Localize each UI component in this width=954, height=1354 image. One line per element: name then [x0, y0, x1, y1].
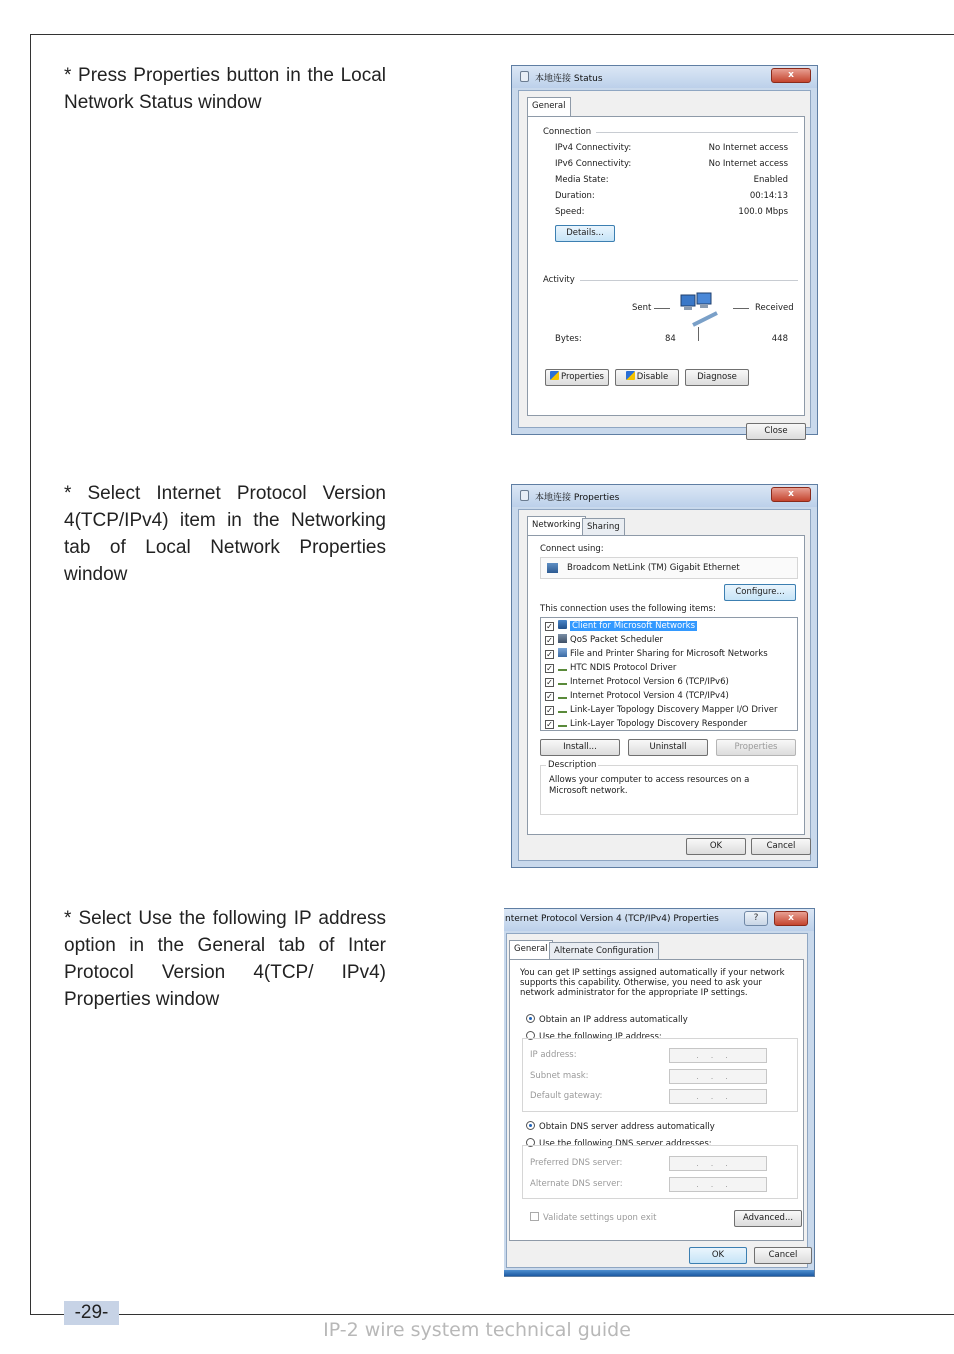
qos-icon: [558, 634, 567, 643]
general-panel: [509, 959, 804, 1241]
media-state-label: Media State:: [555, 175, 609, 185]
help-icon[interactable]: ?: [744, 911, 768, 926]
ip-address-input[interactable]: ...: [669, 1048, 767, 1063]
radio-selected[interactable]: [526, 1014, 535, 1023]
status-titlebar: [512, 66, 817, 88]
checkbox-unchecked[interactable]: [530, 1212, 539, 1221]
install-button[interactable]: Install...: [540, 739, 620, 756]
network-client-icon: [558, 620, 567, 629]
taskbar-strip: [504, 1270, 814, 1276]
sent-line: [654, 308, 670, 309]
ipv4-titlebar: [504, 909, 814, 931]
ipv4-window: [504, 908, 815, 1277]
protocol-icon: [558, 693, 567, 699]
frame-top-rule: [30, 34, 954, 35]
list-item[interactable]: [545, 620, 697, 633]
tab-networking[interactable]: Networking: [527, 516, 586, 536]
checkbox-checked[interactable]: ✓: [546, 622, 553, 631]
protocol-icon: [558, 679, 567, 685]
received-label: Received: [755, 303, 794, 313]
shield-icon: [550, 371, 559, 380]
subnet-mask-input[interactable]: ...: [669, 1069, 767, 1084]
protocol-icon: [558, 665, 567, 671]
item-label: Client for Microsoft Networks: [572, 621, 696, 631]
intro-text: You can get IP settings assigned automatically if your network supports this capability. Otherwise, you need to ask your network administrator for the appropriate IP settings.: [520, 968, 785, 998]
properties-close-icon[interactable]: x: [771, 487, 811, 502]
bytes-received-value: 448: [771, 334, 788, 344]
default-gateway-input[interactable]: ...: [669, 1089, 767, 1104]
obtain-dns-auto-option[interactable]: [526, 1121, 715, 1132]
disable-label: Disable: [636, 372, 669, 382]
ipv4-client: [506, 933, 808, 1268]
checkbox-checked[interactable]: ✓: [546, 678, 553, 687]
page-number: -29-: [64, 1301, 119, 1325]
default-gateway-label: Default gateway:: [530, 1091, 603, 1101]
frame-left-rule: [30, 34, 31, 1314]
checkbox-checked[interactable]: ✓: [546, 636, 553, 645]
speed-label: Speed:: [555, 207, 585, 217]
subnet-mask-label: Subnet mask:: [530, 1071, 589, 1081]
media-state-value: Enabled: [753, 175, 788, 185]
description-text: Allows your computer to access resources on a Microsoft network.: [549, 775, 750, 796]
status-title: 本地连接 Status: [535, 74, 603, 84]
received-line: [733, 308, 749, 309]
item-label: HTC NDIS Protocol Driver: [570, 663, 677, 673]
items-list: [540, 617, 798, 731]
item-label: Link-Layer Topology Discovery Responder: [570, 719, 748, 729]
use-following-dns-label: Use the following DNS server addresses:: [539, 1139, 712, 1149]
adapter-icon: [547, 563, 558, 573]
ipv4-connectivity-label: IPv4 Connectivity:: [555, 143, 632, 153]
connect-using-label: Connect using:: [540, 544, 604, 554]
tab-alternate-configuration[interactable]: Alternate Configuration: [549, 942, 659, 960]
preferred-dns-label: Preferred DNS server:: [530, 1158, 623, 1168]
tab-general[interactable]: General: [509, 940, 553, 960]
adapter-name: Broadcom NetLink (TM) Gigabit Ethernet: [567, 563, 740, 573]
properties-ok-button[interactable]: OK: [686, 838, 746, 855]
details-button[interactable]: Details...: [555, 225, 615, 242]
bytes-sent-value: 84: [665, 334, 676, 344]
list-item[interactable]: [545, 662, 676, 675]
activity-label: Activity: [543, 275, 575, 285]
list-item[interactable]: [545, 634, 663, 647]
tab-sharing[interactable]: Sharing: [582, 518, 625, 536]
alternate-dns-label: Alternate DNS server:: [530, 1179, 623, 1189]
ipv6-connectivity-label: IPv6 Connectivity:: [555, 159, 632, 169]
ipv4-close-icon[interactable]: x: [774, 911, 808, 926]
step-3-text: * Select Use the following IP address option in the General tab of Inter Protocol Version 4(TCP/ IPv4) Properties window: [64, 908, 386, 1010]
sharing-icon: [558, 648, 567, 657]
status-panel: [527, 116, 805, 416]
radio-selected[interactable]: [526, 1121, 535, 1130]
status-properties-label: Properties: [561, 372, 604, 382]
ip-address-label: IP address:: [530, 1050, 577, 1060]
list-item[interactable]: [545, 704, 777, 717]
list-item[interactable]: [545, 690, 729, 703]
status-client: [518, 90, 811, 436]
properties-cancel-button[interactable]: Cancel: [751, 838, 811, 855]
item-label: File and Printer Sharing for Microsoft Networks: [570, 649, 768, 659]
item-properties-button[interactable]: Properties: [716, 739, 796, 756]
description-label: Description: [548, 760, 597, 770]
duration-value: 00:14:13: [749, 191, 788, 201]
diagnose-button[interactable]: Diagnose: [685, 369, 749, 386]
activity-divider: [580, 280, 798, 281]
sent-label: Sent: [632, 303, 652, 313]
items-label: This connection uses the following items:: [540, 604, 716, 614]
duration-label: Duration:: [555, 191, 595, 201]
network-plug-icon: [520, 490, 529, 501]
disable-button[interactable]: [615, 369, 679, 386]
status-close-icon[interactable]: x: [771, 68, 811, 83]
step-2-text: * Select Internet Protocol Version 4(TCP/IPv4) item in the Networking tab of Local Network Properties window: [64, 483, 386, 585]
protocol-icon: [558, 707, 567, 713]
ipv4-connectivity-value: No Internet access: [708, 143, 788, 153]
obtain-ip-auto-option[interactable]: [526, 1014, 688, 1025]
bytes-divider: [698, 327, 699, 341]
step-1-text: * Press Properties button in the Local Network Status window: [64, 65, 386, 113]
item-label: QoS Packet Scheduler: [570, 635, 664, 645]
bytes-label: Bytes:: [555, 334, 582, 344]
ipv4-title: nternet Protocol Version 4 (TCP/IPv4) Properties: [505, 914, 719, 924]
checkbox-checked[interactable]: ✓: [546, 706, 553, 715]
frame-bottom-rule: [30, 1314, 954, 1315]
properties-client: [518, 509, 811, 861]
ipv4-cancel-button[interactable]: Cancel: [754, 1247, 812, 1264]
validate-label: Validate settings upon exit: [543, 1213, 657, 1223]
preferred-dns-input[interactable]: ...: [669, 1156, 767, 1171]
list-item[interactable]: [545, 676, 729, 689]
network-plug-icon: [520, 71, 529, 82]
validate-option[interactable]: [530, 1212, 656, 1223]
connection-divider: [596, 132, 798, 133]
advanced-button[interactable]: Advanced...: [734, 1210, 802, 1227]
uninstall-button[interactable]: Uninstall: [628, 739, 708, 756]
checkbox-checked[interactable]: ✓: [546, 650, 553, 659]
network-activity-icon: [679, 291, 723, 329]
checkbox-checked[interactable]: ✓: [546, 664, 553, 673]
item-label: Internet Protocol Version 4 (TCP/IPv4): [570, 691, 729, 701]
connection-label: Connection: [543, 127, 592, 137]
obtain-dns-auto-label: Obtain DNS server address automatically: [539, 1122, 715, 1132]
obtain-ip-auto-label: Obtain an IP address automatically: [539, 1015, 688, 1025]
alternate-dns-input[interactable]: ...: [669, 1177, 767, 1192]
status-properties-button[interactable]: [545, 369, 609, 386]
ipv4-ok-button[interactable]: OK: [689, 1247, 747, 1264]
list-item[interactable]: [545, 648, 768, 661]
protocol-icon: [558, 721, 567, 727]
item-label: Link-Layer Topology Discovery Mapper I/O Driver: [570, 705, 778, 715]
configure-button[interactable]: Configure...: [724, 584, 796, 601]
ipv6-connectivity-value: No Internet access: [708, 159, 788, 169]
properties-title: 本地连接 Properties: [535, 493, 620, 503]
adapter-box: [540, 557, 798, 579]
properties-titlebar: [512, 485, 817, 507]
shield-icon: [626, 371, 635, 380]
footer-title: IP-2 wire system technical guide: [323, 1319, 631, 1341]
use-following-ip-label: Use the following IP address:: [539, 1032, 662, 1042]
networking-panel: [527, 535, 805, 835]
list-item[interactable]: [545, 718, 747, 731]
status-tab-general[interactable]: General: [527, 97, 571, 117]
properties-window: [511, 484, 818, 868]
status-close-button[interactable]: Close: [746, 423, 806, 440]
checkbox-checked[interactable]: ✓: [546, 720, 553, 729]
status-window: [511, 65, 818, 435]
checkbox-checked[interactable]: ✓: [546, 692, 553, 701]
item-label: Internet Protocol Version 6 (TCP/IPv6): [570, 677, 729, 687]
speed-value: 100.0 Mbps: [738, 207, 788, 217]
